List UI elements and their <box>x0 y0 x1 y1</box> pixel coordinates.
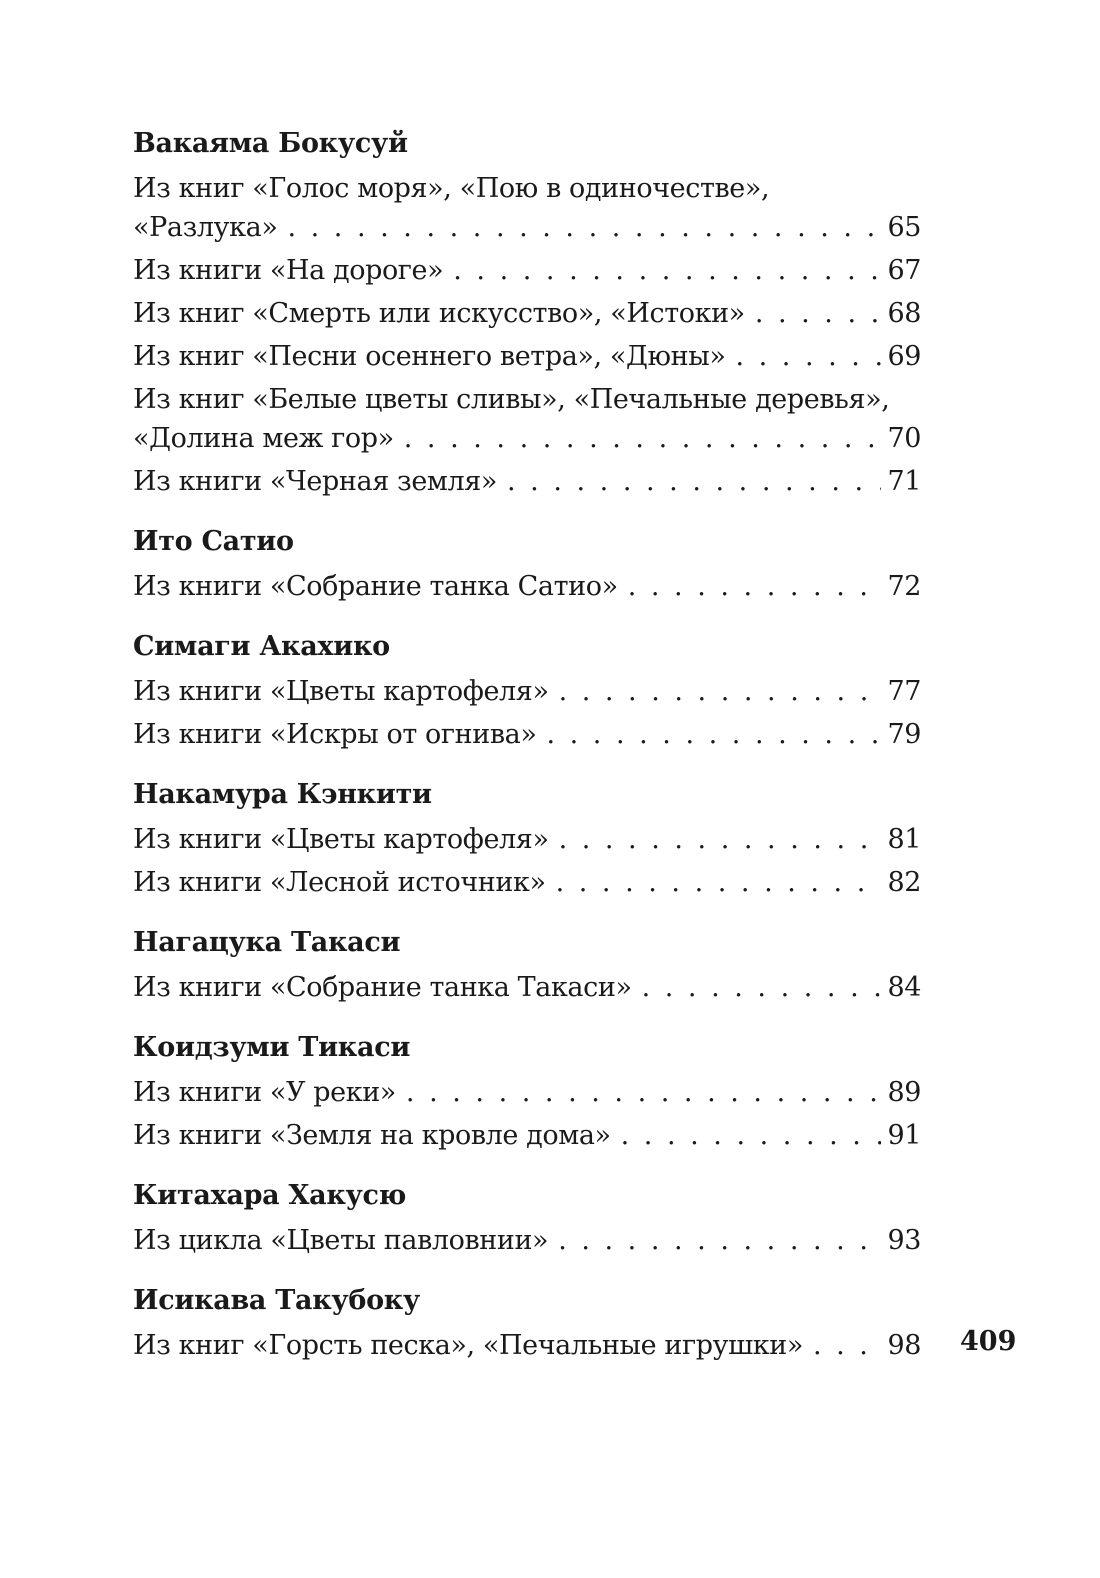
entry-title: «Разлука» <box>133 212 278 243</box>
dot-leader <box>813 1326 881 1365</box>
entry-list <box>133 1326 921 1365</box>
toc-section <box>133 1027 921 1155</box>
dot-leader <box>453 251 881 290</box>
entry-list <box>133 672 921 754</box>
toc-section <box>133 521 921 606</box>
entry-title: «Долина меж гор» <box>133 423 394 454</box>
dot-leader <box>559 820 881 859</box>
toc-section <box>133 774 921 902</box>
toc-entry[interactable] <box>133 380 921 458</box>
entry-title: Из цикла «Цветы павловнии» <box>133 1225 549 1256</box>
toc-entry[interactable] <box>133 715 921 754</box>
dot-leader <box>628 567 881 606</box>
entry-page-number: 68 <box>887 298 921 329</box>
toc-entry[interactable] <box>133 337 921 376</box>
entry-page-number: 71 <box>887 466 921 497</box>
entry-list <box>133 567 921 606</box>
author-heading: Накамура Кэнкити <box>133 779 432 810</box>
toc-entry[interactable] <box>133 169 921 247</box>
author-heading: Симаги Акахико <box>133 631 390 662</box>
entry-line <box>133 1326 921 1365</box>
entry-title: Из книги «Лесной источник» <box>133 867 546 898</box>
dot-leader <box>559 672 881 711</box>
entry-page-number: 91 <box>887 1120 921 1151</box>
entry-list <box>133 968 921 1007</box>
entry-title: Из книг «Смерть или искусство», «Истоки» <box>133 298 745 329</box>
entry-title: Из книги «Земля на кровле дома» <box>133 1120 611 1151</box>
entry-page-number: 67 <box>887 255 921 286</box>
entry-line <box>133 1221 921 1260</box>
entry-list <box>133 1221 921 1260</box>
toc-entry[interactable] <box>133 1326 921 1365</box>
entry-page-number: 69 <box>887 341 921 372</box>
entry-line <box>133 672 921 711</box>
dot-leader <box>642 968 881 1007</box>
author-heading: Вакаяма Бокусуй <box>133 128 408 159</box>
dot-leader <box>546 715 881 754</box>
toc-entry[interactable] <box>133 1221 921 1260</box>
toc-entry[interactable] <box>133 672 921 711</box>
entry-line <box>133 337 921 376</box>
dot-leader <box>287 208 881 247</box>
entry-line <box>133 567 921 606</box>
author-heading: Исикава Такубоку <box>133 1285 420 1316</box>
entry-line <box>133 1116 921 1155</box>
entry-title: Из книги «Собрание танка Сатио» <box>133 571 618 602</box>
dot-leader <box>558 1221 881 1260</box>
entry-page-number: 89 <box>887 1077 921 1108</box>
entry-page-number: 98 <box>887 1330 921 1361</box>
entry-page-number: 65 <box>887 212 921 243</box>
entry-line <box>133 1073 921 1112</box>
entry-line <box>133 208 921 247</box>
toc-entry[interactable] <box>133 462 921 501</box>
entry-line <box>133 251 921 290</box>
entry-list <box>133 169 921 501</box>
toc-section <box>133 1280 921 1365</box>
toc-entry[interactable] <box>133 820 921 859</box>
entry-title: Из книги «Собрание танка Такаси» <box>133 972 632 1003</box>
page-number: 409 <box>960 1326 1017 1357</box>
dot-leader <box>404 419 881 458</box>
entry-title: Из книги «На дороге» <box>133 255 444 286</box>
entry-title: Из книги «Искры от огнива» <box>133 719 537 750</box>
toc-section <box>133 626 921 754</box>
entry-page-number: 79 <box>887 719 921 750</box>
toc-section <box>133 1175 921 1260</box>
entry-list <box>133 820 921 902</box>
toc-section <box>133 922 921 1007</box>
entry-title: Из книги «Цветы картофеля» <box>133 676 549 707</box>
table-of-contents <box>133 123 921 1365</box>
entry-page-number: 81 <box>887 824 921 855</box>
entry-line <box>133 863 921 902</box>
entry-title: Из книги «У реки» <box>133 1077 396 1108</box>
toc-section <box>133 123 921 501</box>
toc-entry[interactable] <box>133 968 921 1007</box>
toc-entry[interactable] <box>133 294 921 333</box>
entry-title: Из книг «Песни осеннего ветра», «Дюны» <box>133 341 726 372</box>
author-heading: Китахара Хакусю <box>133 1180 407 1211</box>
dot-leader <box>406 1073 881 1112</box>
dot-leader <box>621 1116 881 1155</box>
dot-leader <box>735 337 881 376</box>
entry-title: Из книги «Черная земля» <box>133 466 498 497</box>
author-heading: Ито Сатио <box>133 526 294 557</box>
toc-entry[interactable] <box>133 1116 921 1155</box>
entry-line <box>133 968 921 1007</box>
entry-line <box>133 419 921 458</box>
entry-list <box>133 1073 921 1155</box>
entry-page-number: 93 <box>887 1225 921 1256</box>
entry-title: Из книги «Цветы картофеля» <box>133 824 549 855</box>
toc-entry[interactable] <box>133 1073 921 1112</box>
author-heading: Нагацука Такаси <box>133 927 401 958</box>
entry-page-number: 84 <box>887 972 921 1003</box>
entry-page-number: 70 <box>887 423 921 454</box>
toc-entry[interactable] <box>133 567 921 606</box>
author-heading: Коидзуми Тикаси <box>133 1032 411 1063</box>
dot-leader <box>755 294 881 333</box>
entry-line <box>133 294 921 333</box>
entry-title-first-line: Из книг «Белые цветы сливы», «Печальные деревья», <box>133 384 890 415</box>
entry-page-number: 72 <box>887 571 921 602</box>
entry-page-number: 77 <box>887 676 921 707</box>
entry-line <box>133 820 921 859</box>
entry-title-first-line: Из книг «Голос моря», «Пою в одиночестве», <box>133 173 770 204</box>
toc-entry[interactable] <box>133 251 921 290</box>
dot-leader <box>556 863 881 902</box>
entry-line <box>133 715 921 754</box>
toc-entry[interactable] <box>133 863 921 902</box>
dot-leader <box>507 462 881 501</box>
entry-title: Из книг «Горсть песка», «Печальные игрушки» <box>133 1330 803 1361</box>
entry-line <box>133 462 921 501</box>
entry-page-number: 82 <box>887 867 921 898</box>
